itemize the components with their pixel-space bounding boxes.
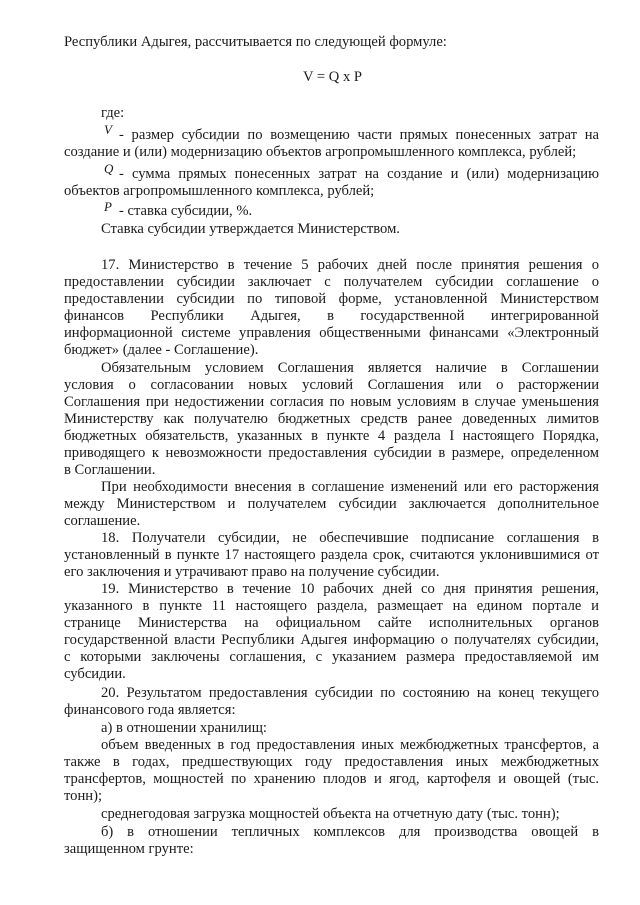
p19-line4: государственной власти Республики Адыгея информацию о получателях субсидии, xyxy=(64,632,599,648)
symbol-v: V xyxy=(104,122,112,137)
p20b-line1: б) в отношении тепличных комплексов для производства овощей в xyxy=(101,824,599,840)
p19-line5: с которыми заключены соглашения, с указанием размера предоставляемой им xyxy=(64,649,599,665)
p17b-line2: условия о согласовании новых условий Соглашения или о расторжении xyxy=(64,377,599,393)
p20b-line2: защищенном грунте: xyxy=(64,841,194,857)
p17-line4: финансов Республики Адыгея, в государственной интегрированной xyxy=(64,308,599,324)
p17b-line6: приводящего к невозможности предоставления субсидии в размере, определенном xyxy=(64,445,599,461)
p20a1-line1: объем введенных в год предоставления иных межбюджетных трансфертов, а xyxy=(101,737,599,753)
def-q-line1: - сумма прямых понесенных затрат на создание и (или) модернизацию xyxy=(119,166,599,182)
where-label: где: xyxy=(101,105,125,121)
p17b-line5: бюджетных обязательств, указанных в пункте 4 раздела I настоящего Порядка, xyxy=(64,428,599,444)
p17-line6: бюджет» (далее - Соглашение). xyxy=(64,342,259,358)
p20a2: среднегодовая загрузка мощностей объекта на отчетную дату (тыс. тонн); xyxy=(101,806,560,822)
p20-line1: 20. Результатом предоставления субсидии по состоянию на конец текущего xyxy=(101,685,599,701)
p18-line2: установленный в пункте 17 настоящего раздела срок, считаются уклонившимися от xyxy=(64,547,599,563)
def-v-line2: создание и (или) модернизацию объектов агропромышленного комплекса, рублей; xyxy=(64,144,577,160)
p17-line1: 17. Министерство в течение 5 рабочих дней после принятия решения о xyxy=(101,257,599,273)
p17-line5: информационной системе управления общественными финансами «Электронный xyxy=(64,325,599,341)
p19-line1: 19. Министерство в течение 10 рабочих дней со дня принятия решения, xyxy=(101,581,599,597)
p20a1-line3: трансфертов, мощностей по хранению плодов и ягод, картофеля и овощей (тыс. xyxy=(64,771,599,787)
def-p-line1: - ставка субсидии, %. xyxy=(119,203,253,219)
header-line: Республики Адыгея, рассчитывается по следующей формуле: xyxy=(64,34,447,50)
p17b-line1: Обязательным условием Соглашения является наличие в Соглашении xyxy=(101,360,599,376)
p18-line1: 18. Получатели субсидии, не обеспечившие подписание соглашения в xyxy=(101,530,599,546)
p17-line3: предоставлении субсидии по типовой форме, установленной Министерством xyxy=(64,291,599,307)
p19-line3: странице Министерства на официальном сайте исполнительных органов xyxy=(64,615,599,631)
p17c-line2: между Министерством и получателем субсидии заключается дополнительное xyxy=(64,496,599,512)
symbol-q: Q xyxy=(104,161,114,176)
p17c-line1: При необходимости внесения в соглашение изменений или его расторжения xyxy=(101,479,599,495)
p20-line2: финансового года является: xyxy=(64,702,236,718)
def-q-line2: объектов агропромышленного комплекса, рублей; xyxy=(64,183,375,199)
p17b-line4: Министерству как получателю бюджетных средств ранее доведенных лимитов xyxy=(64,411,599,427)
p17-line2: предоставлении субсидии заключает с получателем субсидии соглашение о xyxy=(64,274,599,290)
p19-line6: субсидии. xyxy=(64,666,126,682)
p19-line2: указанного в пункте 11 настоящего раздела, размещает на едином портале и xyxy=(64,598,599,614)
p17c-line3: соглашение. xyxy=(64,513,141,529)
formula: V = Q x P xyxy=(303,69,363,85)
p18-line3: его заключения и утрачивают право на получение субсидии. xyxy=(64,564,440,580)
p20a: а) в отношении хранилищ: xyxy=(101,720,267,736)
p17b-line3: Соглашения при недостижении согласия по новым условиям в случае уменьшения xyxy=(64,394,599,410)
symbol-p: P xyxy=(104,199,112,214)
rate-line: Ставка субсидии утверждается Министерством. xyxy=(101,221,400,237)
p17b-line7: в Соглашении. xyxy=(64,462,156,478)
def-v-line1: - размер субсидии по возмещению части прямых понесенных затрат на xyxy=(119,127,599,143)
p20a1-line2: также в годах, предшествующих году предоставления иных межбюджетных xyxy=(64,754,599,770)
p20a1-line4: тонн); xyxy=(64,788,103,804)
